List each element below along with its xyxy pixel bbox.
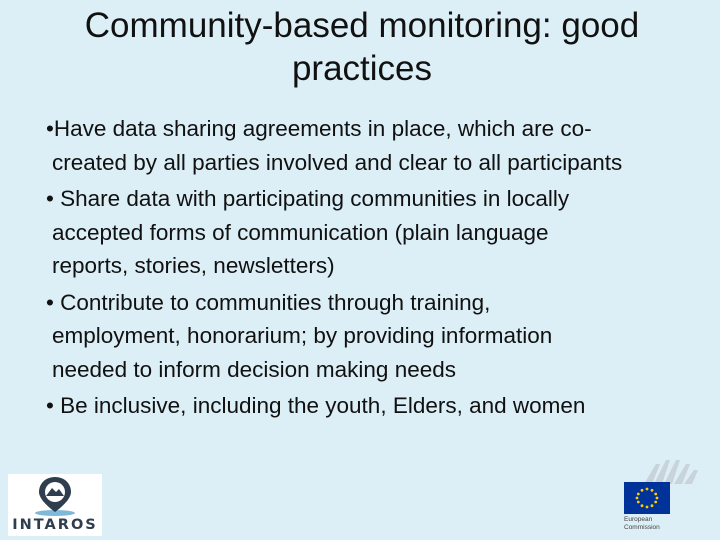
bullet-item: [30, 182, 714, 283]
eu-flag-icon: [624, 482, 670, 514]
bullet-item: [30, 112, 714, 179]
bullet-item: [30, 389, 714, 423]
bullet-line: accepted forms of communication (plain language: [52, 219, 549, 245]
bullet-line: • Contribute to communities through training,: [46, 289, 491, 315]
ec-label-line: Commission: [624, 524, 660, 531]
european-commission-logo: [596, 458, 704, 538]
bullet-line: •Have data sharing agreements in place, which are co-: [46, 116, 592, 141]
bullet-list: [30, 112, 714, 426]
ec-label-line: European: [624, 516, 653, 523]
location-pin-mountain-icon: [30, 474, 80, 518]
bullet-line: employment, honorarium; by providing information: [52, 323, 553, 348]
bullet-line: • Share data with participating communities in locally: [46, 186, 570, 211]
bullet-line: • Be inclusive, including the youth, Elders, and women: [46, 393, 586, 418]
intaros-wordmark: INTAROS: [12, 517, 98, 533]
bullet-line: needed to inform decision making needs: [52, 356, 457, 382]
ec-label: [624, 516, 660, 532]
slide-title: Community-based monitoring: good practices: [84, 6, 640, 88]
bullet-item: [30, 286, 714, 387]
bullet-line: created by all parties involved and clear to all participants: [52, 149, 623, 175]
bullet-line: reports, stories, newsletters): [52, 253, 335, 278]
intaros-logo: [8, 474, 102, 536]
